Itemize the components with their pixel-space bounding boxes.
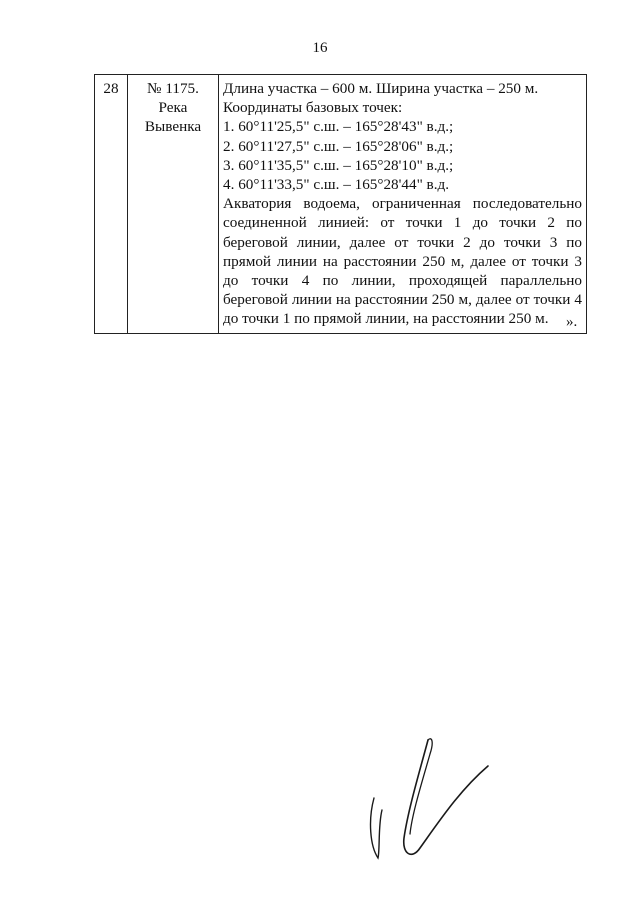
row-number: 28	[103, 80, 119, 97]
coordinate-point-3: 3. 60°11'35,5" с.ш. – 165°28'10" в.д.;	[223, 156, 454, 174]
water-object-cell	[128, 75, 219, 334]
handwritten-signature-icon	[360, 730, 500, 870]
table-row	[95, 75, 587, 334]
row-number-cell	[95, 75, 128, 334]
water-object-number: № 1175.	[147, 80, 199, 97]
water-area-table	[94, 74, 587, 334]
page-number: 16	[312, 40, 328, 56]
water-object-name-line2: Вывенка	[144, 118, 202, 136]
coordinates-heading: Координаты базовых точек:	[223, 99, 403, 117]
description-cell	[219, 75, 587, 334]
closing-quote: ».	[566, 314, 578, 330]
coordinate-point-4: 4. 60°11'33,5" с.ш. – 165°28'44" в.д.	[223, 176, 450, 194]
coordinate-point-2: 2. 60°11'27,5" с.ш. – 165°28'06" в.д.;	[223, 137, 454, 155]
coordinate-point-1: 1. 60°11'25,5" с.ш. – 165°28'43" в.д.;	[223, 118, 454, 136]
area-dimensions: Длина участка – 600 м. Ширина участка – 250 м.	[223, 80, 539, 97]
boundary-description: Акватория водоема, ограниченная последовательно соединенной линией: от точки 1 до точки 2 по береговой линии, далее от точки 2 до точки 3 по прямой линии на расстоянии 250 м, далее от точки 3 до точки 4 по линии, проходящей параллельно береговой линии на расстоянии 250 м, далее от точки 4 до точки 1 по прямой линии, на расстоянии 250 м.	[223, 195, 582, 328]
water-object-name-line1: Река	[158, 99, 188, 117]
